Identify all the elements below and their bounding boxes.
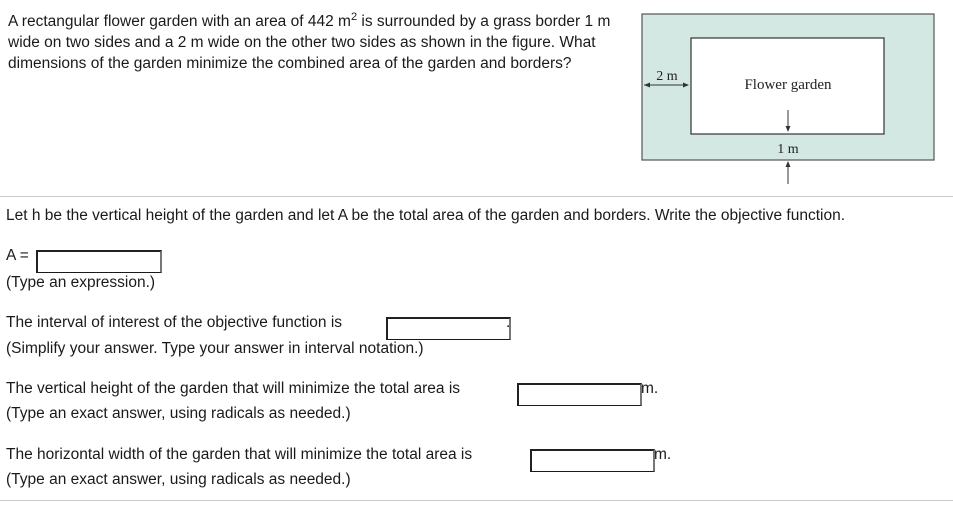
instruction-text: Let h be the vertical height of the garden and let A be the total area of the garden and borders. Write the objective function. — [6, 207, 845, 224]
top-divider — [0, 196, 953, 197]
width-unit: m. — [654, 446, 672, 463]
height-input[interactable] — [517, 383, 642, 406]
garden-figure — [641, 13, 935, 161]
interval-hint: (Simplify your answer. Type your answer in interval notation.) — [6, 340, 424, 357]
arrowhead-up-icon — [786, 161, 791, 167]
width-label: The horizontal width of the garden that will minimize the total area is — [6, 446, 473, 463]
interval-period: . — [506, 314, 511, 331]
side-width-label: 2 m — [656, 69, 678, 84]
bottom-arrow-up — [780, 160, 796, 186]
objective-function-input[interactable] — [36, 250, 162, 273]
interval-label: The interval of interest of the objective function is — [6, 314, 343, 331]
problem-superscript: 2 — [350, 11, 358, 23]
problem-text-end: is surrounded by a grass border 1 m wide on two sides and a 2 m wide on the other two sides as shown in the figure. What dimensions of the garden minimize the combined area of the garden and borders? — [8, 13, 611, 72]
bottom-width-label: 1 m — [777, 142, 799, 157]
garden-label: Flower garden — [744, 77, 832, 93]
problem-text-start: A rectangular flower garden with an area of 442 m — [8, 13, 351, 30]
width-input[interactable] — [530, 449, 655, 472]
bottom-divider — [0, 500, 953, 501]
garden-diagram — [641, 13, 935, 161]
interval-input[interactable] — [386, 317, 511, 340]
width-hint: (Type an exact answer, using radicals as needed.) — [6, 471, 351, 488]
problem-statement — [8, 11, 633, 74]
height-label: The vertical height of the garden that will minimize the total area is — [6, 380, 461, 397]
objective-hint: (Type an expression.) — [6, 274, 156, 291]
objective-label: A = — [6, 247, 29, 264]
height-unit: m. — [641, 380, 659, 397]
height-hint: (Type an exact answer, using radicals as needed.) — [6, 405, 351, 422]
